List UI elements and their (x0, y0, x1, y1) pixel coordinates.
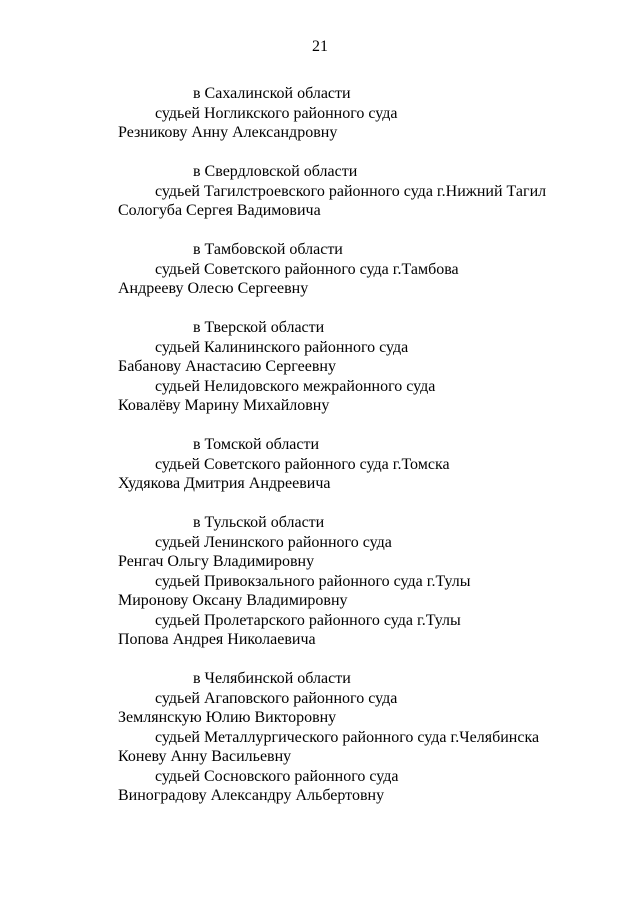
appointee-name: Ковалёву Марину Михайловну (118, 397, 330, 414)
appointee-name: Попова Андрея Николаевича (118, 631, 316, 648)
court-line: судьей Калининского районного суда (155, 338, 409, 356)
region-section (0, 435, 640, 494)
appointee-name: Виноградову Александру Альбертовну (118, 787, 385, 804)
court-line: судьей Тагилстроевского районного суда г.Нижний Тагил (155, 182, 547, 200)
region-heading: в Сахалинской области (193, 85, 351, 102)
court-line: судьей Сосновского районного суда (155, 767, 399, 785)
appointee-name: Худякова Дмитрия Андреевича (118, 475, 331, 492)
court-line: судьей Привокзального районного суда г.Тулы (155, 572, 471, 590)
appointee-name: Ренгач Ольгу Владимировну (118, 553, 315, 570)
appointee-name: Бабанову Анастасию Сергеевну (118, 358, 336, 375)
region-heading: в Тульской области (193, 514, 325, 531)
court-line: судьей Металлургического районного суда г.Челябинска (155, 728, 540, 746)
region-heading: в Свердловской области (193, 163, 358, 180)
appointee-name: Сологуба Сергея Вадимовича (118, 202, 321, 219)
region-heading: в Челябинской области (193, 670, 351, 687)
page-number: 21 (312, 38, 328, 55)
document-body (0, 84, 640, 806)
court-line: судьей Советского районного суда г.Томска (155, 455, 450, 473)
appointee-name: Резникову Анну Александровну (118, 124, 338, 141)
court-line: судьей Нелидовского межрайонного суда (155, 377, 436, 395)
appointee-name: Андрееву Олесю Сергеевну (118, 280, 309, 297)
region-heading: в Томской области (193, 436, 320, 453)
region-section (0, 240, 640, 299)
appointee-name: Землянскую Юлию Викторовну (118, 709, 337, 726)
region-section (0, 162, 640, 221)
region-section (0, 669, 640, 806)
region-heading: в Тверской области (193, 319, 325, 336)
appointee-name: Коневу Анну Васильевну (118, 748, 292, 765)
court-line: судьей Ленинского районного суда (155, 533, 392, 551)
region-section (0, 84, 640, 143)
region-heading: в Тамбовской области (193, 241, 343, 258)
court-line: судьей Ногликского районного суда (155, 104, 398, 122)
region-section (0, 513, 640, 650)
region-section (0, 318, 640, 416)
court-line: судьей Пролетарского районного суда г.Тулы (155, 611, 461, 629)
court-line: судьей Советского районного суда г.Тамбова (155, 260, 459, 278)
appointee-name: Миронову Оксану Владимировну (118, 592, 348, 609)
court-line: судьей Агаповского районного суда (155, 689, 398, 707)
